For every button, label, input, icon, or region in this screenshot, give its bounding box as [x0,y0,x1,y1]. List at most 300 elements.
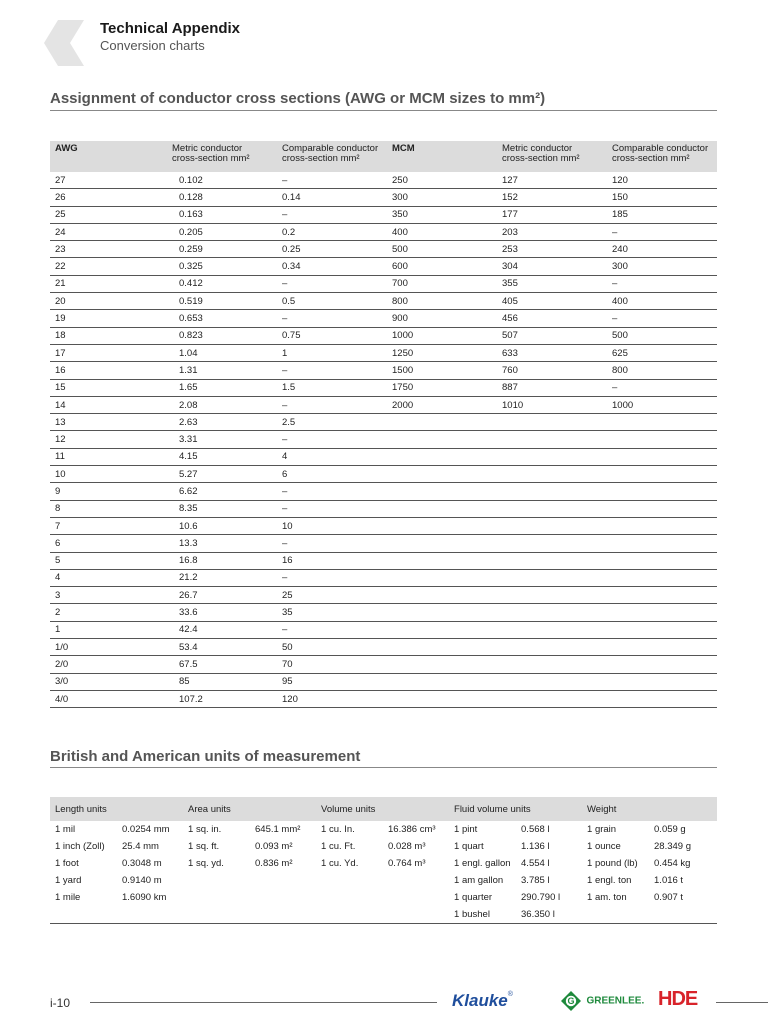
table-cell: 1 yard [55,875,82,886]
table-row [50,431,717,448]
table-row [50,189,717,206]
table-row [50,872,717,889]
table-cell: 10 [50,466,167,483]
table-cell: 633 [497,344,607,361]
table-cell: 0.25 [277,241,387,258]
table-cell: 1 cu. In. [321,824,355,835]
table-cell [497,414,607,431]
table-cell: 2 [50,604,167,621]
table-cell [387,673,497,690]
table-cell: 35 [277,604,387,621]
table-cell: – [277,569,387,586]
table-cell [607,414,717,431]
table-cell: 8.35 [167,500,277,517]
table-cell: 1 ounce [587,841,621,852]
table-cell: 355 [497,275,607,292]
greenlee-logo: G GREENLEE. [560,990,644,1012]
table-cell [607,500,717,517]
table-cell [497,569,607,586]
table-cell: – [277,431,387,448]
table-cell: 0.14 [277,189,387,206]
table-cell: 900 [387,310,497,327]
klauke-logo: Klauke® [452,991,513,1010]
section-divider [50,110,717,111]
table-cell [387,483,497,500]
table-row [50,587,717,604]
table-cell: 1.31 [167,362,277,379]
table-cell [497,535,607,552]
table-cell: 0.028 m³ [388,841,426,852]
table-cell: 1 bushel [449,906,516,924]
table-row [50,535,717,552]
table-cell: 1 [50,621,167,638]
table-cell [250,889,316,906]
table-cell: 150 [607,189,717,206]
table-cell: 0.3048 m [122,858,162,869]
table-cell: 16 [277,552,387,569]
table-cell: 67.5 [167,656,277,673]
table-row [50,172,717,189]
table-cell: 400 [607,293,717,310]
table-row [50,569,717,586]
page-number: i-10 [50,996,71,1010]
table-cell: 2.5 [277,414,387,431]
header-awg: AWG [50,141,167,172]
table-cell: 0.0254 mm [122,824,170,835]
table-cell: 1 am. ton [587,892,627,903]
table-row [50,379,717,396]
table-cell [497,552,607,569]
table-cell: 500 [387,241,497,258]
table-row [50,310,717,327]
header-metric-conductor: Metric conductor cross-section mm² [167,141,277,172]
table-cell: 185 [607,206,717,223]
table-cell [607,604,717,621]
table-cell: 1.6090 km [122,892,167,903]
table-cell: 0.568 l [521,824,550,835]
table-cell: 19 [50,310,167,327]
table-cell: 28.349 g [654,841,691,852]
table-cell [316,872,383,889]
table-cell: 3 [50,587,167,604]
table-row [50,621,717,638]
table-cell: 6 [50,535,167,552]
table-row [50,604,717,621]
table-cell: 1 quarter [454,892,493,903]
table-cell: 9 [50,483,167,500]
table-cell: 1.65 [167,379,277,396]
table-cell: 95 [277,673,387,690]
table-cell: 800 [607,362,717,379]
table-cell: 0.325 [167,258,277,275]
table-cell: 250 [387,172,497,189]
table-cell: 800 [387,293,497,310]
table-cell: 26 [50,189,167,206]
table-cell: 1 engl. ton [587,875,632,886]
table-cell [117,906,183,924]
table-cell: 21 [50,275,167,292]
table-cell: 203 [497,223,607,240]
table-row [50,293,717,310]
table-cell: 6 [277,466,387,483]
table-cell [387,690,497,707]
table-cell [607,639,717,656]
table-cell: 0.34 [277,258,387,275]
table-row [50,327,717,344]
table-cell [607,483,717,500]
table-cell: 1500 [387,362,497,379]
table-cell [582,906,649,924]
table-row [50,241,717,258]
table-cell: 21.2 [167,569,277,586]
table-cell: 12 [50,431,167,448]
table-cell: – [277,500,387,517]
greenlee-g-icon [560,990,582,1012]
section-title-conductor: Assignment of conductor cross sections (AWG or MCM sizes to mm²) [50,90,546,107]
table-row [50,206,717,223]
table-cell: 1 am gallon [454,875,504,886]
table-cell: – [277,275,387,292]
table-cell: 700 [387,275,497,292]
table-cell: – [607,275,717,292]
table-cell: 4/0 [50,690,167,707]
table-cell: – [607,310,717,327]
table-cell: 1 [277,344,387,361]
table-cell: 1.5 [277,379,387,396]
table-cell [497,466,607,483]
table-cell: 304 [497,258,607,275]
table-cell: 1750 [387,379,497,396]
table-cell: 107.2 [167,690,277,707]
table-cell [607,690,717,707]
section-divider [50,767,717,768]
table-cell: 405 [497,293,607,310]
table-cell: 1250 [387,344,497,361]
table-cell [497,621,607,638]
table-cell: 4 [50,569,167,586]
table-row [50,855,717,872]
table-cell: 0.163 [167,206,277,223]
units-table [50,797,717,924]
table-cell [387,431,497,448]
table-cell: 50 [277,639,387,656]
table-cell: 1.04 [167,344,277,361]
table-row [50,517,717,534]
table-cell: 1/0 [50,639,167,656]
table-cell: – [277,483,387,500]
table-cell: – [277,535,387,552]
table-cell: 0.5 [277,293,387,310]
table-row [50,906,717,924]
table-row [50,466,717,483]
table-cell [183,906,250,924]
table-cell: 7 [50,517,167,534]
table-row [50,448,717,465]
table-cell: 0.412 [167,275,277,292]
table-cell: 0.454 kg [654,858,691,869]
table-cell [387,500,497,517]
table-row [50,690,717,707]
table-cell: 0.653 [167,310,277,327]
table-cell: 5.27 [167,466,277,483]
table-cell: 0.128 [167,189,277,206]
table-cell: 2.63 [167,414,277,431]
table-cell: 120 [607,172,717,189]
table-cell: 645.1 mm² [255,824,301,835]
table-cell [50,906,117,924]
table-cell: 0.75 [277,327,387,344]
table-cell: 350 [387,206,497,223]
table-cell: 1 cu. Ft. [321,841,356,852]
table-cell: 8 [50,500,167,517]
table-cell: – [607,379,717,396]
table-cell [383,889,449,906]
table-cell: 0.764 m³ [388,858,426,869]
table-cell [387,448,497,465]
table-cell: 1 mile [55,892,81,903]
table-cell [497,483,607,500]
table-cell: 0.205 [167,223,277,240]
table-cell: – [277,310,387,327]
table-cell: 1 cu. Yd. [321,858,359,869]
header-mcm: MCM [387,141,497,172]
table-cell: 1 engl. gallon [454,858,511,869]
table-cell [250,906,316,924]
table-cell [607,431,717,448]
table-cell: 290.790 l [521,892,561,903]
table-cell [607,517,717,534]
units-header-cell: Weight [582,797,717,821]
table-cell: 0.059 g [654,824,686,835]
table-cell [607,621,717,638]
table-cell [383,872,449,889]
table-cell: 253 [497,241,607,258]
table-cell [387,604,497,621]
page-subtitle: Conversion charts [100,38,205,53]
table-cell [497,656,607,673]
table-cell [497,690,607,707]
table-cell [497,517,607,534]
table-cell: 25 [277,587,387,604]
table-row [50,889,717,906]
table-row [50,500,717,517]
table-cell: 152 [497,189,607,206]
chevron-left-icon [44,20,90,66]
table-cell: 10.6 [167,517,277,534]
table-cell: 0.9140 m [122,875,162,886]
table-cell [387,414,497,431]
table-cell [316,889,383,906]
table-cell [383,906,449,924]
table-cell: 4 [277,448,387,465]
table-cell [649,906,717,924]
table-cell [387,621,497,638]
header-metric-conductor-mcm: Metric conductor cross-section mm² [497,141,607,172]
table-cell: 1 quart [454,841,484,852]
table-cell [497,673,607,690]
table-cell: 1 inch (Zoll) [55,841,105,852]
table-cell: 3.785 l [521,875,550,886]
hde-logo: HDE [658,988,698,1010]
table-cell: 16.8 [167,552,277,569]
table-row [50,362,717,379]
table-cell [387,552,497,569]
table-cell: 33.6 [167,604,277,621]
table-cell: 15 [50,379,167,396]
table-cell: 85 [167,673,277,690]
table-cell: – [277,206,387,223]
table-cell: – [607,223,717,240]
table-cell [316,906,383,924]
table-cell [607,448,717,465]
table-cell: 2.08 [167,396,277,413]
table-cell [497,500,607,517]
footer-rule [90,1002,437,1003]
table-row [50,639,717,656]
table-cell: – [277,362,387,379]
table-row [50,258,717,275]
table-cell: 36.350 l [516,906,582,924]
table-cell [497,587,607,604]
table-cell: 13.3 [167,535,277,552]
table-cell: 1 foot [55,858,79,869]
table-header-row [50,141,717,172]
table-cell: 760 [497,362,607,379]
table-cell: 1 mil [55,824,76,835]
table-cell: 1 pound (lb) [587,858,638,869]
table-cell: 456 [497,310,607,327]
table-cell [497,604,607,621]
table-cell: 1.016 t [654,875,684,886]
table-cell [387,466,497,483]
table-cell [183,889,250,906]
table-cell: 500 [607,327,717,344]
units-header-cell: Length units [50,797,183,821]
table-cell: 18 [50,327,167,344]
table-cell: 1000 [387,327,497,344]
table-row [50,838,717,855]
table-row [50,344,717,361]
section-title-units: British and American units of measurement [50,748,361,765]
table-cell [183,872,250,889]
table-cell: 22 [50,258,167,275]
table-cell: 24 [50,223,167,240]
table-cell: – [277,621,387,638]
table-cell: 300 [387,189,497,206]
table-cell: 16 [50,362,167,379]
table-cell: 17 [50,344,167,361]
table-cell: 14 [50,396,167,413]
table-cell: 0.2 [277,223,387,240]
header-comparable-conductor-mcm: Comparable conductor cross-section mm² [607,141,717,172]
footer-rule [716,1002,768,1003]
table-cell: 5 [50,552,167,569]
page-title: Technical Appendix [100,20,241,37]
table-cell: 25.4 mm [122,841,159,852]
table-cell: 26.7 [167,587,277,604]
table-cell: 127 [497,172,607,189]
table-cell: 1010 [497,396,607,413]
table-cell: 0.836 m² [255,858,293,869]
table-cell: 4.554 l [521,858,550,869]
table-row [50,483,717,500]
table-cell [497,448,607,465]
awg-conversion-table [50,141,717,708]
table-cell: 3/0 [50,673,167,690]
table-row [50,673,717,690]
table-cell [607,587,717,604]
table-cell: 13 [50,414,167,431]
table-cell: 1000 [607,396,717,413]
table-header-row [50,797,717,821]
table-cell: 23 [50,241,167,258]
table-cell: 300 [607,258,717,275]
table-cell: 2/0 [50,656,167,673]
table-cell [607,552,717,569]
table-cell: 0.102 [167,172,277,189]
table-cell: 1 grain [587,824,617,835]
table-cell: 20 [50,293,167,310]
table-cell: 400 [387,223,497,240]
table-cell: 0.823 [167,327,277,344]
table-cell [607,535,717,552]
table-cell: 600 [387,258,497,275]
table-row [50,414,717,431]
table-cell: 0.093 m² [255,841,293,852]
table-cell: 16.386 cm³ [388,824,436,835]
table-cell: 625 [607,344,717,361]
table-cell [387,639,497,656]
table-cell: 2000 [387,396,497,413]
table-cell [497,639,607,656]
table-cell [387,656,497,673]
table-cell: 27 [50,172,167,189]
table-cell: 70 [277,656,387,673]
table-cell: 1 sq. yd. [188,858,224,869]
table-cell [387,535,497,552]
table-cell: – [277,396,387,413]
table-cell: 42.4 [167,621,277,638]
table-cell: 1 sq. in. [188,824,222,835]
table-cell: 240 [607,241,717,258]
units-header-cell: Area units [183,797,316,821]
table-cell [607,466,717,483]
table-cell [387,587,497,604]
table-cell: 11 [50,448,167,465]
table-cell: 4.15 [167,448,277,465]
units-header-cell: Volume units [316,797,449,821]
table-cell: 25 [50,206,167,223]
table-cell: 6.62 [167,483,277,500]
table-cell: 0.907 t [654,892,684,903]
table-cell [387,517,497,534]
table-row [50,552,717,569]
table-row [50,656,717,673]
table-cell [607,673,717,690]
svg-text:G: G [567,996,575,1007]
table-cell [607,569,717,586]
table-cell: 507 [497,327,607,344]
table-cell: 120 [277,690,387,707]
table-cell: 177 [497,206,607,223]
table-cell: 1 sq. ft. [188,841,220,852]
header-comparable-conductor: Comparable conductor cross-section mm² [277,141,387,172]
table-cell [497,431,607,448]
table-cell: 1 pint [454,824,478,835]
table-cell: 10 [277,517,387,534]
table-cell: 887 [497,379,607,396]
units-header-cell: Fluid volume units [449,797,582,821]
